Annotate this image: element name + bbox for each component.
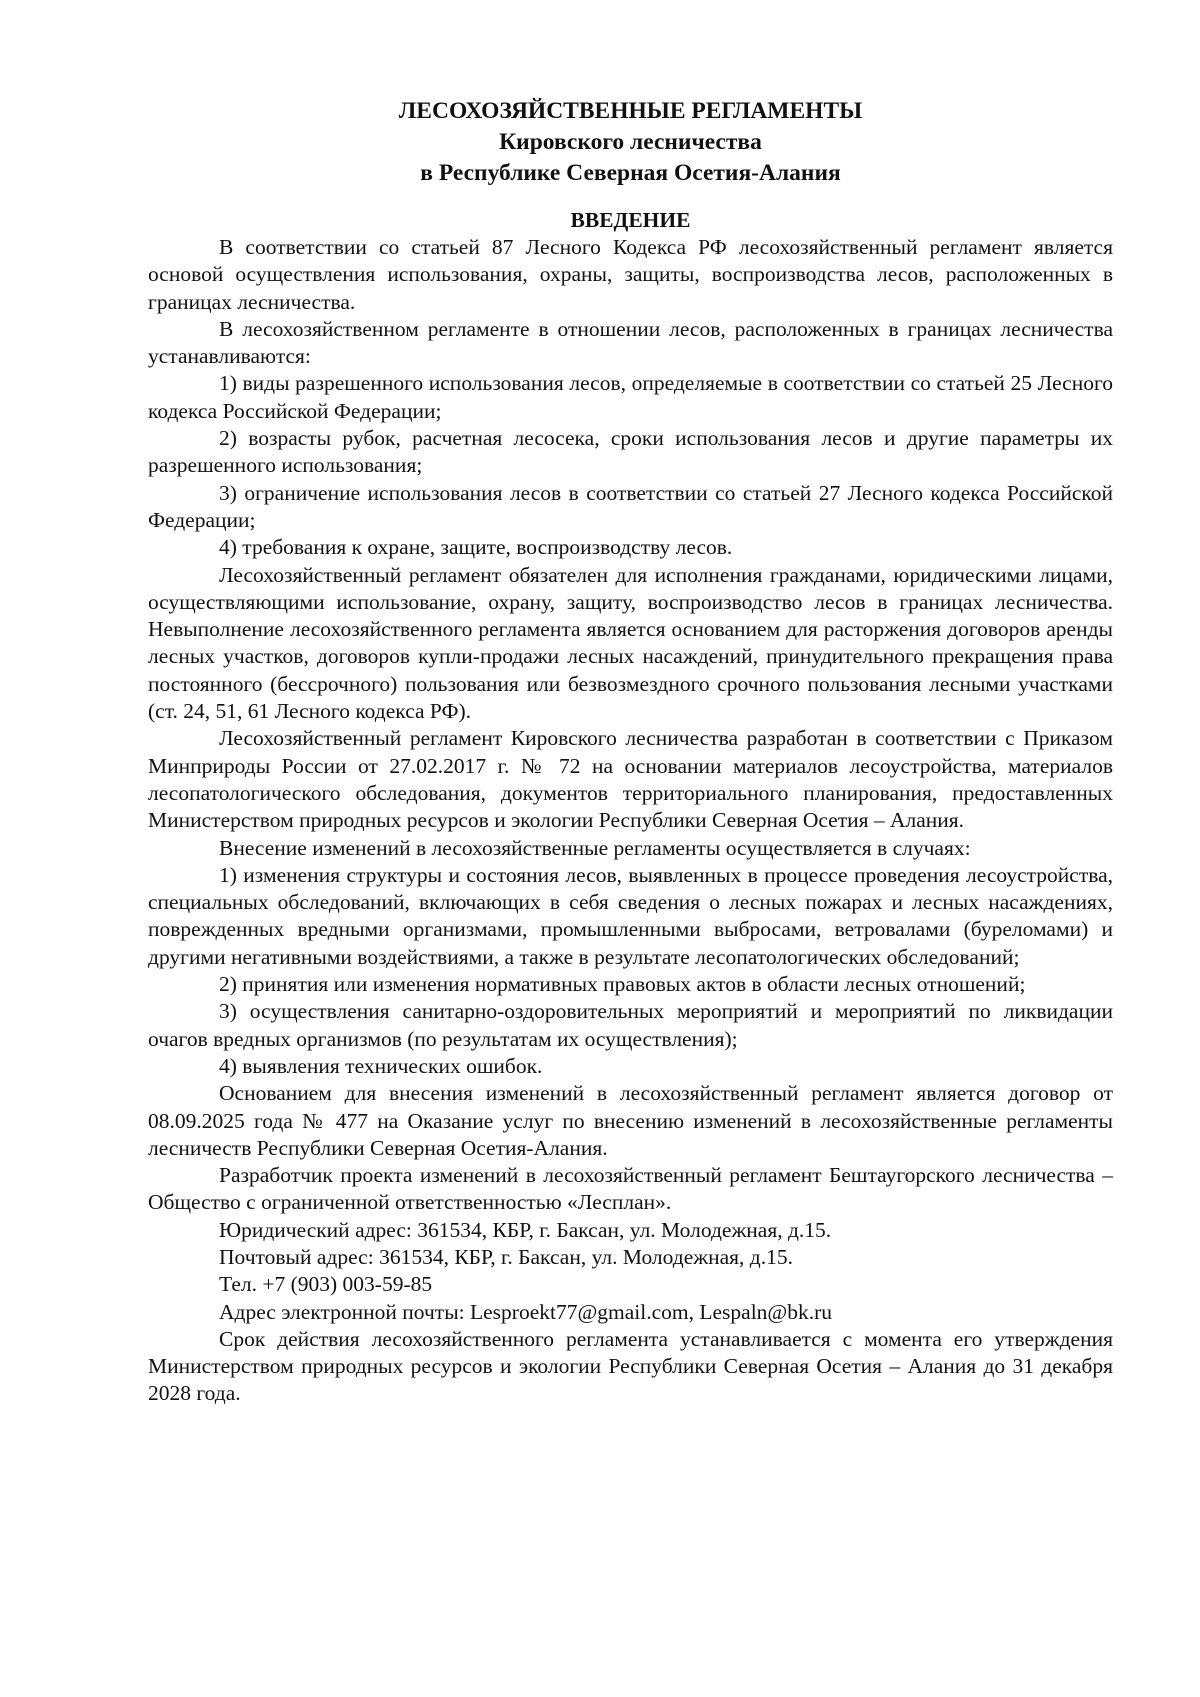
list-item: 3) ограничение использования лесов в соответствии со статьей 27 Лесного кодекса Российской Федерации; <box>148 480 1113 532</box>
list-item: 2) возрасты рубок, расчетная лесосека, сроки использования лесов и другие параметры их разрешенного использования; <box>148 426 1113 478</box>
document-page <box>148 96 1113 1408</box>
list-item: 4) выявления технических ошибок. <box>219 1053 543 1078</box>
document-title <box>148 96 1113 189</box>
paragraph: Лесохозяйственный регламент Кировского лесничества разработан в соответствии с Приказом Минприроды России от 27.02.2017 г. № 72 на основании материалов лесоустройства, материалов лесопатологического обследования, документов территориального планирования, предоставленных Министерством природных ресурсов и экологии Республики Северная Осетия – Алания. <box>148 726 1113 833</box>
list-item: 2) принятия или изменения нормативных правовых актов в области лесных отношений; <box>219 972 1026 997</box>
phone: Тел. +7 (903) 003-59-85 <box>219 1272 433 1297</box>
list-item: 4) требования к охране, защите, воспроизводству лесов. <box>219 535 733 560</box>
list-item: 1) виды разрешенного использования лесов, определяемые в соответствии со статьей 25 Лесного кодекса Российской Федерации; <box>148 371 1113 423</box>
title-line-2: Кировского лесничества <box>499 129 762 155</box>
paragraph: В лесохозяйственном регламенте в отношении лесов, расположенных в границах лесничества устанавливаются: <box>148 316 1113 369</box>
paragraph: Срок действия лесохозяйственного регламента устанавливается с момента его утверждения Министерством природных ресурсов и экологии Республики Северная Осетия – Алания до 31 декабря 2028 года. <box>148 1326 1113 1406</box>
paragraph: В соответствии со статьей 87 Лесного Кодекса РФ лесохозяйственный регламент является основой осуществления использования, охраны, защиты, воспроизводства лесов, расположенных в границах лесничества. <box>148 235 1113 314</box>
postal-address: Почтовый адрес: 361534, КБР, г. Баксан, ул. Молодежная, д.15. <box>219 1244 793 1269</box>
legal-address: Юридический адрес: 361534, КБР, г. Баксан, ул. Молодежная, д.15. <box>219 1217 832 1242</box>
list-item: 1) изменения структуры и состояния лесов, выявленных в процессе проведения лесоустройства, специальных обследований, включающих в себя сведения о лесных пожарах и лесных насаждениях, поврежденных вредными организмами, промышленными выбросами, ветровалами (буреломами) и другими негативными воздействиями, а также в результате лесопатологических обследований; <box>148 862 1113 969</box>
paragraph: Внесение изменений в лесохозяйственные регламенты осуществляется в случаях: <box>219 835 971 860</box>
title-line-3: в Республике Северная Осетия-Алания <box>420 160 841 186</box>
email-address: Адрес электронной почты: Lesproekt77@gmail.com, Lespaln@bk.ru <box>219 1299 833 1324</box>
paragraph: Разработчик проекта изменений в лесохозяйственный регламент Бештаугорского лесничества – Общество с ограниченной ответственностью «Лесплан». <box>148 1163 1113 1215</box>
title-line-1: ЛЕСОХОЗЯЙСТВЕННЫЕ РЕГЛАМЕНТЫ <box>398 98 863 124</box>
list-item: 3) осуществления санитарно-оздоровительных мероприятий и мероприятий по ликвидации очагов вредных организмов (по результатам их осуществления); <box>148 999 1113 1051</box>
paragraph: Основанием для внесения изменений в лесохозяйственный регламент является договор от 08.09.2025 года № 477 на Оказание услуг по внесению изменений в лесохозяйственные регламенты лесничеств Республики Северная Осетия-Алания. <box>148 1081 1113 1160</box>
section-heading: ВВЕДЕНИЕ <box>570 208 691 232</box>
paragraph: Лесохозяйственный регламент обязателен для исполнения гражданами, юридическими лицами, осуществляющими использование, охрану, защиту, воспроизводство лесов в границах лесничества. Невыполнение лесохозяйственного регламента является основанием для расторжения договоров аренды лесных участков, договоров купли-продажи лесных насаждений, принудительного прекращения права постоянного (бессрочного) пользования или безвозмездного срочного пользования лесными участками (ст. 24, 51, 61 Лесного кодекса РФ). <box>148 562 1113 724</box>
